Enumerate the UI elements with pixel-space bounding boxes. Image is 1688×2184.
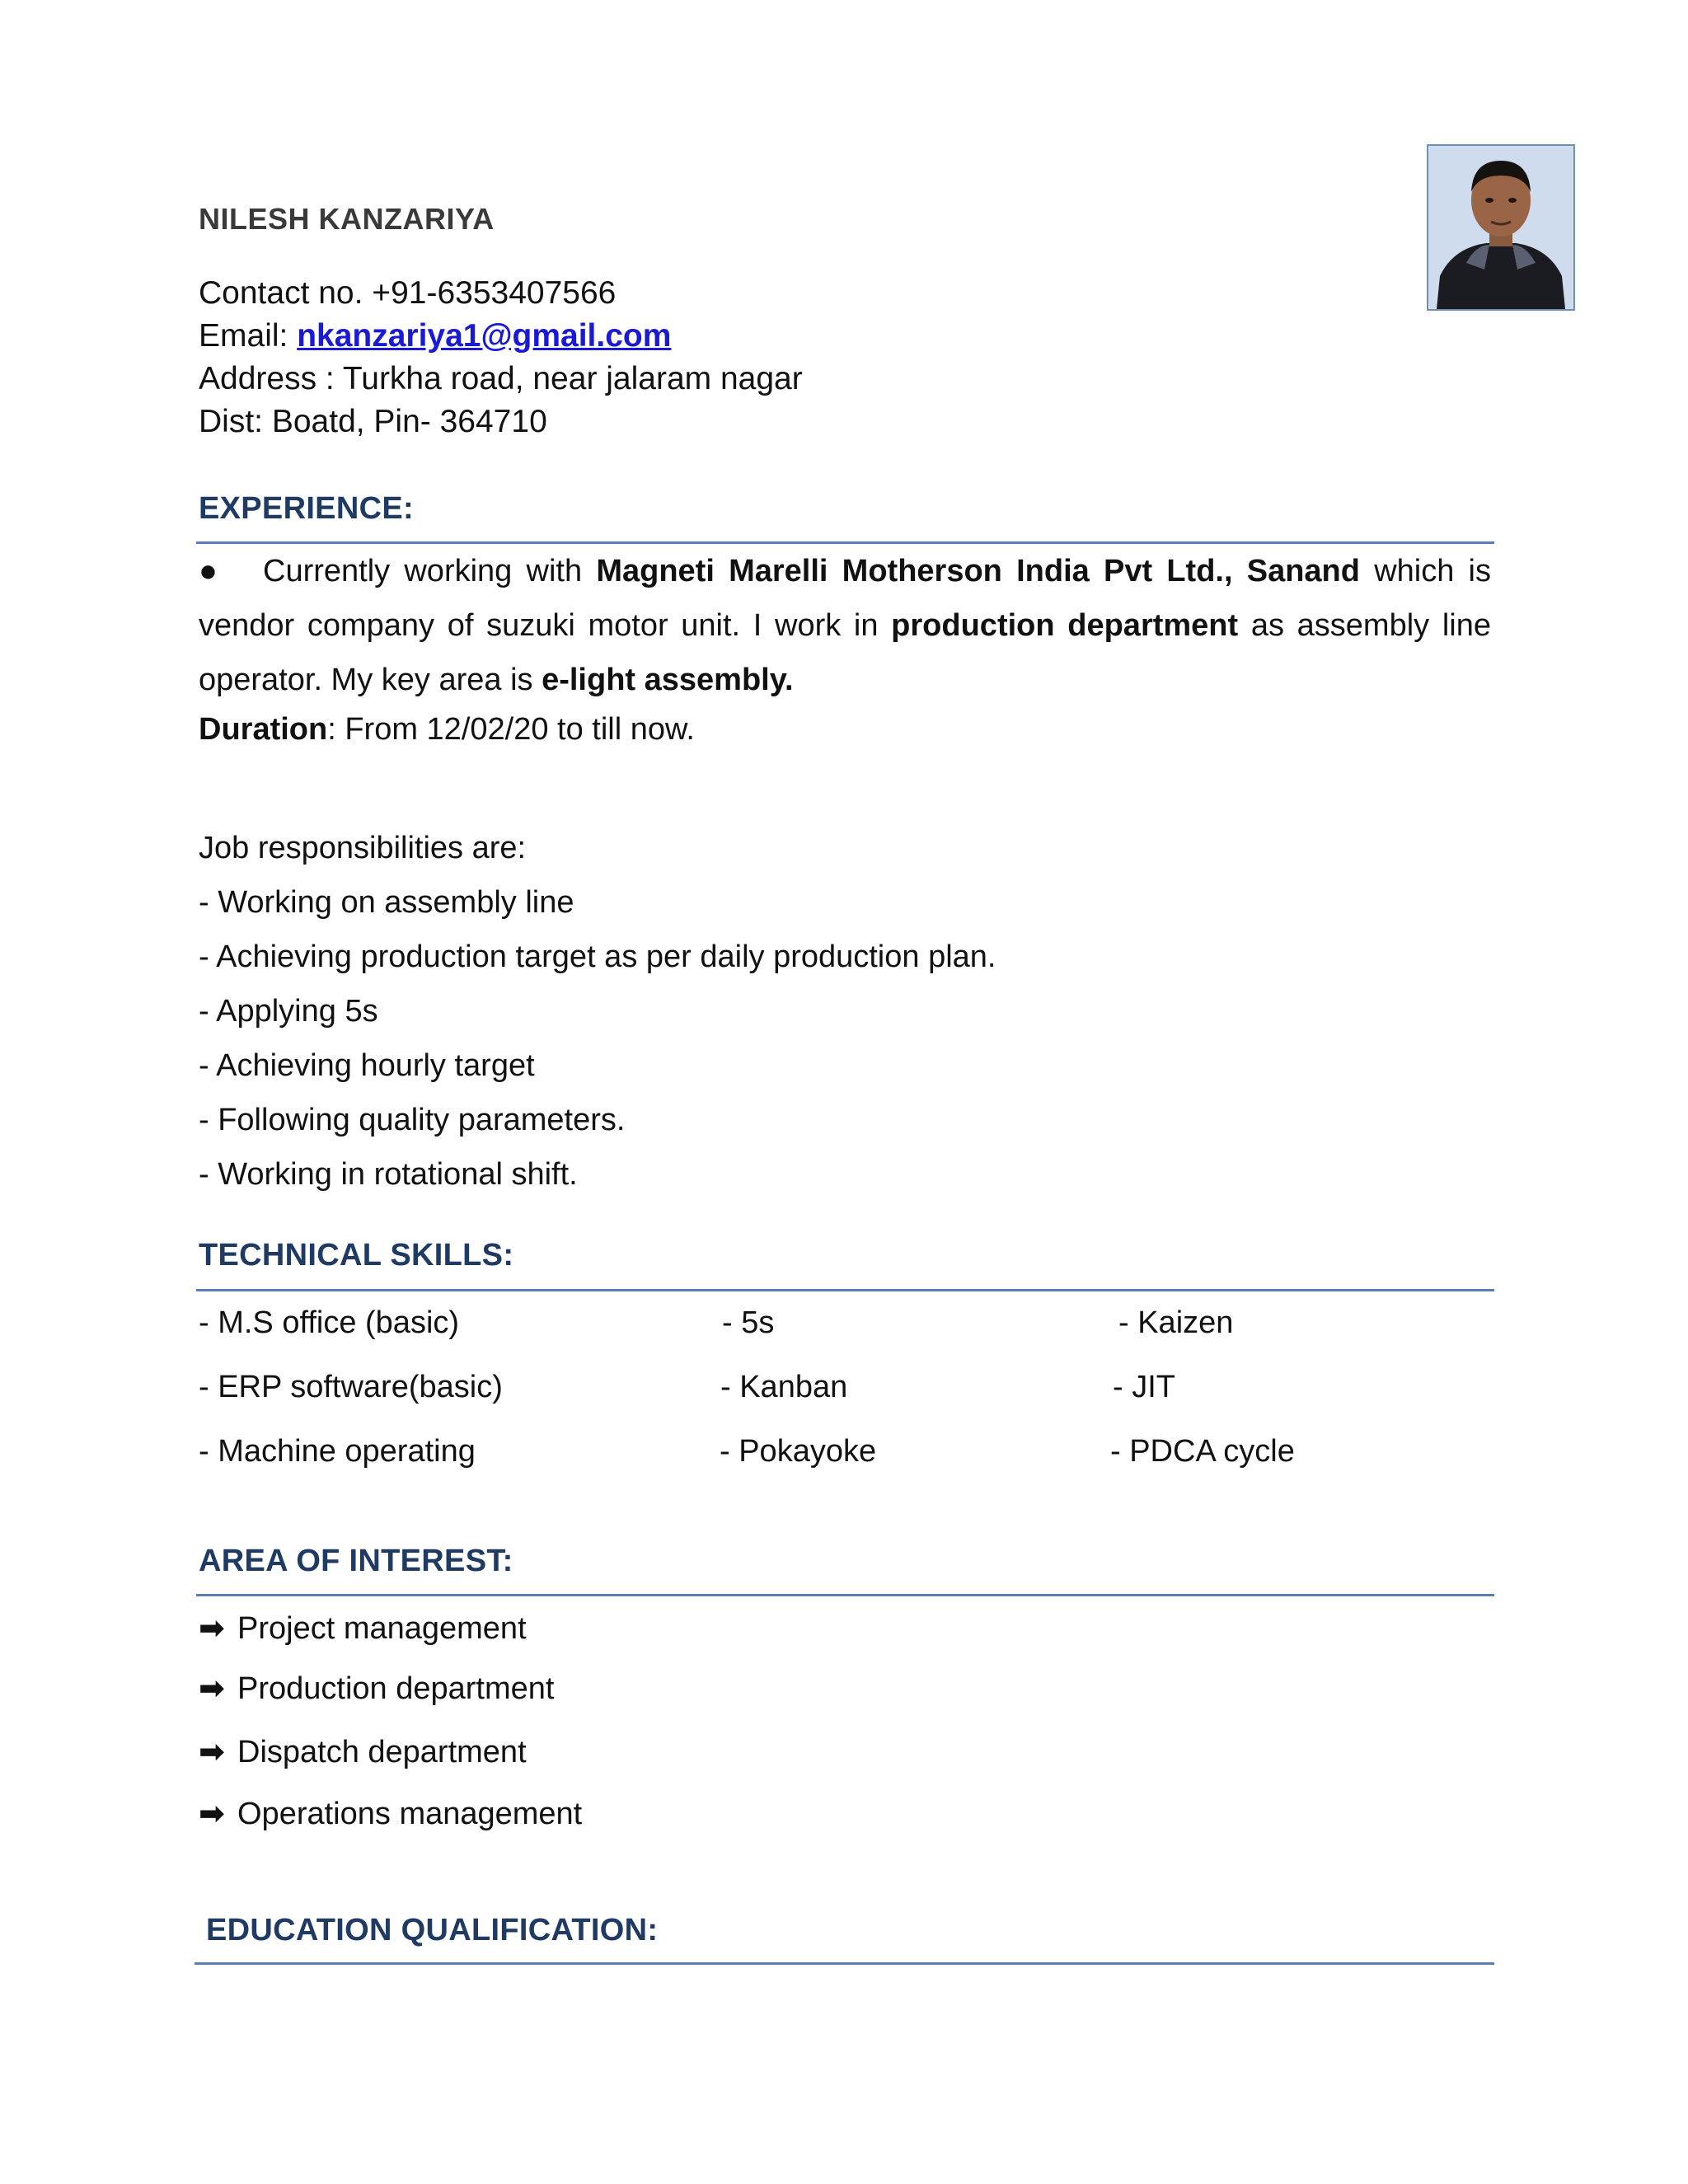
arrow-right-icon: ➡ (199, 1735, 225, 1769)
address-label: Address : (199, 361, 343, 396)
address-line (199, 358, 803, 401)
bullet-icon: ● (199, 554, 218, 588)
experience-text-3: as assembly line operator. My key area is (199, 608, 1491, 697)
interest-label: Dispatch department (237, 1735, 527, 1769)
responsibilities-heading: Job responsibilities are: (199, 831, 527, 865)
district-line: Dist: Boatd, Pin- 364710 (199, 404, 547, 439)
experience-description (199, 544, 1491, 707)
skill-item: - Kanban (720, 1370, 848, 1404)
responsibility-item: - Following quality parameters. (199, 1103, 626, 1137)
experience-text-1: Currently working with (263, 554, 597, 588)
skills-divider (196, 1289, 1494, 1291)
interest-item (199, 1610, 527, 1647)
interest-item (199, 1795, 582, 1832)
profile-photo (1427, 144, 1575, 311)
responsibility-item: - Working on assembly line (199, 885, 574, 920)
arrow-right-icon: ➡ (199, 1671, 225, 1706)
experience-text-2: which is vendor company of suzuki motor unit. I work in (199, 554, 1492, 643)
duration-line (199, 712, 695, 748)
interest-item (199, 1733, 527, 1770)
skill-item: - Machine operating (199, 1434, 476, 1469)
candidate-name: NILESH KANZARIYA (199, 202, 495, 236)
responsibility-item: - Achieving production target as per daily production plan. (199, 940, 996, 974)
interest-label: Operations management (237, 1797, 583, 1831)
skill-item: - M.S office (basic) (199, 1305, 460, 1340)
interest-label: Project management (237, 1611, 527, 1646)
responsibility-item: - Achieving hourly target (199, 1048, 535, 1083)
responsibility-item: - Applying 5s (199, 994, 378, 1029)
responsibilities-block (199, 821, 996, 1202)
education-divider (195, 1962, 1494, 1965)
skill-item: - ERP software(basic) (199, 1370, 503, 1404)
duration-value: : From 12/02/20 to till now. (327, 712, 695, 747)
experience-title: EXPERIENCE: (199, 491, 414, 526)
contact-block (199, 272, 803, 443)
interest-label: Production department (237, 1671, 555, 1706)
skill-item: - Kaizen (1118, 1305, 1234, 1340)
email-link[interactable]: nkanzariya1@gmail.com (297, 318, 672, 354)
contact-number: +91-6353407566 (372, 275, 617, 311)
email-line (199, 315, 803, 358)
arrow-right-icon: ➡ (199, 1611, 225, 1646)
key-area: e-light assembly. (542, 663, 794, 697)
skill-item: - Pokayoke (720, 1434, 877, 1469)
skill-item: - PDCA cycle (1110, 1434, 1295, 1469)
interest-item (199, 1670, 554, 1707)
profile-photo-image (1428, 146, 1573, 309)
address-value: Turkha road, near jalaram nagar (342, 361, 803, 396)
interest-divider (196, 1594, 1494, 1596)
duration-label: Duration (199, 712, 328, 747)
company-name: Magneti Marelli Motherson India Pvt Ltd., Sanand (596, 554, 1360, 588)
email-label: Email: (199, 318, 298, 354)
skill-item: - JIT (1113, 1370, 1175, 1404)
interest-title: AREA OF INTEREST: (199, 1544, 513, 1578)
contact-line (199, 272, 803, 315)
responsibility-item: - Working in rotational shift. (199, 1157, 578, 1192)
education-title: EDUCATION QUALIFICATION: (206, 1913, 659, 1947)
skill-item: - 5s (722, 1305, 775, 1340)
department-name: production department (891, 608, 1239, 643)
contact-label: Contact no. (199, 275, 373, 311)
skills-title: TECHNICAL SKILLS: (199, 1238, 514, 1272)
arrow-right-icon: ➡ (199, 1797, 225, 1831)
